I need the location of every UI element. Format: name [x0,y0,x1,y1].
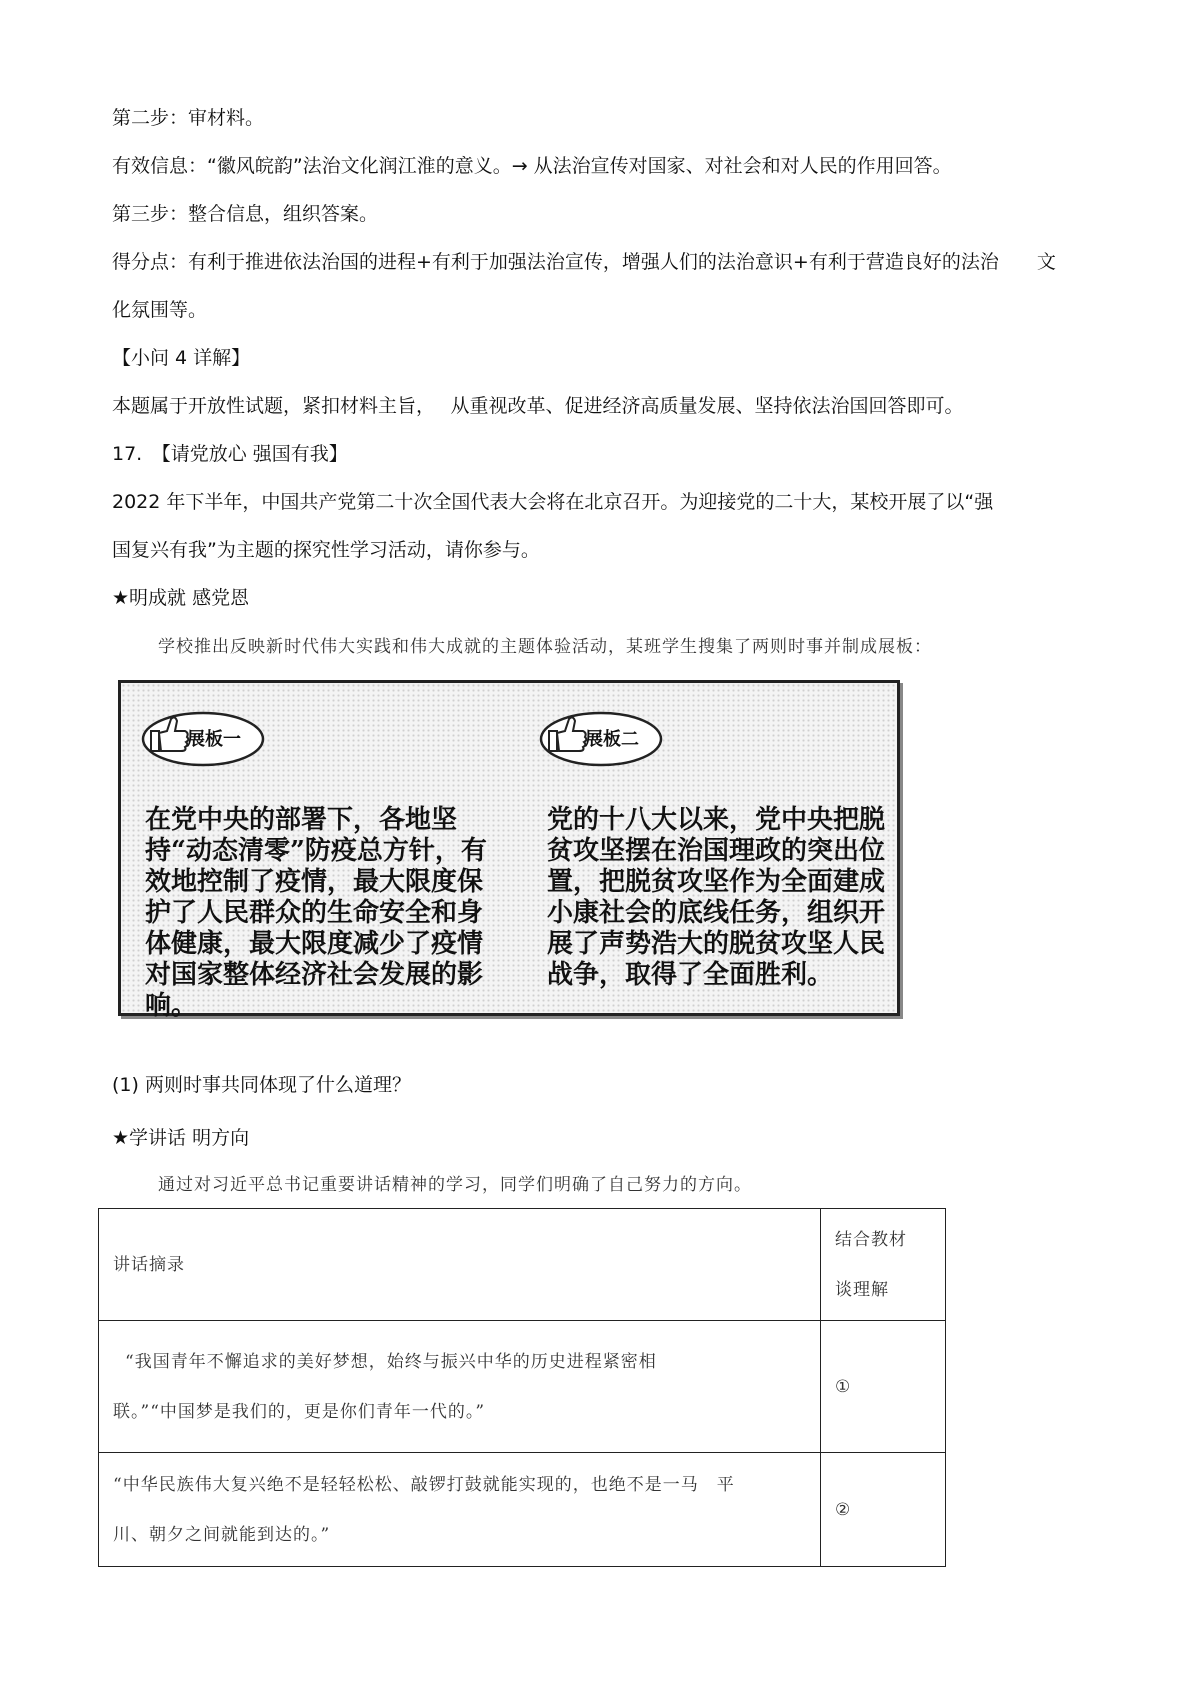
step2-line: 第二步：审材料。 [112,107,265,129]
question-17-intro-2: 国复兴有我”为主题的探究性学习活动，请你参与。 [112,539,540,561]
row-1-answer-slot: ① [821,1321,946,1453]
exhibition-board [118,680,900,1021]
row-1-excerpt-line-2: 联。”“中国梦是我们的，更是你们青年一代的。” [113,1401,486,1422]
board-panel-1-text: 在党中央的部署下，各地坚持“动态清零”防疫总方针，有效地控制了疫情，最大限度保护了人民群众的生命安全和身体健康，最大限度减少了疫情对国家整体经济社会发展的影响。 [145,805,487,1021]
row-2-answer-slot: ② [821,1453,946,1567]
board-panel-1-badge [139,705,267,769]
row-2-excerpt-line-1: “中华民族伟大复兴绝不是轻轻松松、敲锣打鼓就能实现的，也绝不是一马 平 [113,1474,735,1495]
table-row [99,1453,946,1567]
row-2-excerpt [99,1453,821,1567]
table-header-row [99,1209,946,1321]
question-17-intro-1: 2022 年下半年，中国共产党第二十次全国代表大会将在北京召开。为迎接党的二十大，某校开展了以“强 [112,491,994,513]
question-17-title: 17. 【请党放心 强国有我】 [112,443,348,465]
row-1-excerpt-line-1: “我国青年不懈追求的美好梦想，始终与振兴中华的历史进程紧密相 [125,1351,657,1372]
row-2-excerpt-line-2: 川、朝夕之间就能到达的。” [113,1524,331,1545]
board-panel-2-label: 展板二 [585,729,639,750]
board-panel-1-label: 展板一 [187,729,241,750]
board-panel-2-text: 党的十八大以来，党中央把脱贫攻坚摆在治国理政的突出位置，把脱贫攻坚作为全面建成小康社会的底线任务，组织开展了声势浩大的脱贫攻坚人民战争，取得了全面胜利。 [547,805,886,990]
header-speech-excerpt: 讲话摘录 [99,1209,821,1321]
score-points-line-1: 得分点：有利于推进依法治国的进程+有利于加强法治宣传，增强人们的法治意识+有利于营造良好的法治 文 [112,251,1056,273]
row-1-excerpt [99,1321,821,1453]
sub-question-4-body: 本题属于开放性试题，紧扣材料主旨， 从重视改革、促进经济高质量发展、坚持依法治国回答即可。 [112,395,964,417]
table-row [99,1321,946,1453]
header-understanding [821,1209,946,1321]
score-points-line-2: 化氛围等。 [112,299,208,321]
speech-table [98,1208,946,1567]
section-2-heading: ★学讲话 明方向 [112,1127,250,1149]
board-panel-2-badge [537,705,665,769]
question-1: (1) 两则时事共同体现了什么道理？ [112,1074,411,1096]
section-1-description: 学校推出反映新时代伟大实践和伟大成就的主题体验活动，某班学生搜集了两则时事并制成展板： [158,637,932,657]
sub-question-4-title: 【小问 4 详解】 [112,347,251,369]
section-1-heading: ★明成就 感党恩 [112,587,250,609]
section-2-description: 通过对习近平总书记重要讲话精神的学习，同学们明确了自己努力的方向。 [158,1175,752,1195]
step3-line: 第三步：整合信息，组织答案。 [112,203,379,225]
header-understanding-line-1: 结合教材 [835,1229,907,1250]
header-understanding-line-2: 谈理解 [835,1279,889,1300]
effective-info-line: 有效信息：“徽风皖韵”法治文化润江淮的意义。→ 从法治宣传对国家、对社会和对人民的作用回答。 [112,155,952,177]
